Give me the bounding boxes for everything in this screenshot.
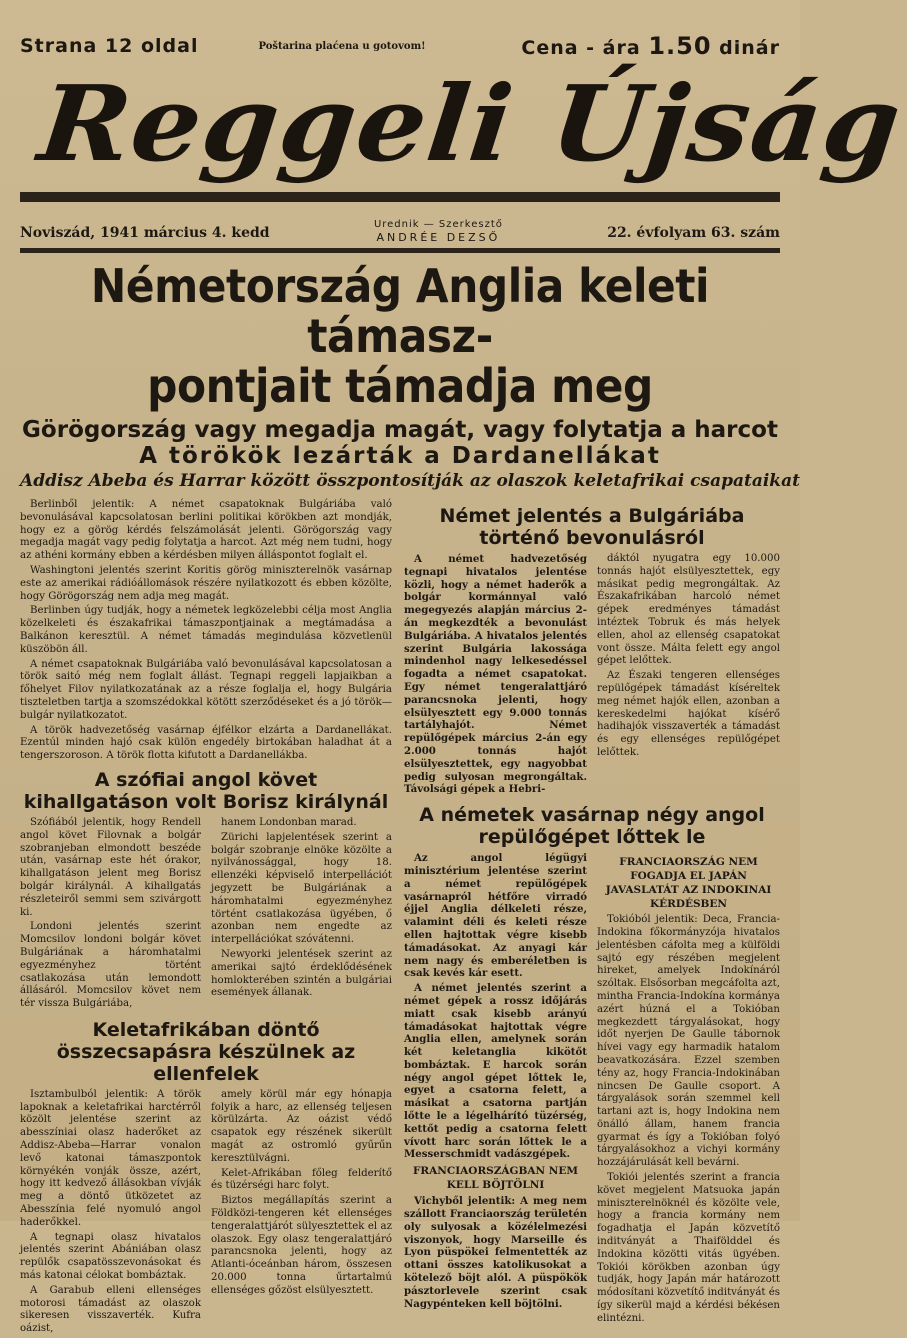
price-unit: dinár [719, 37, 780, 59]
article-paragraph: Washingtoni jelentés szerint Koritis görög miniszterelnök vasárnap este az amerikai rádióállomások részére nyilatkozott és ebben közölte, hogy Görögország nem adja meg magát. [20, 564, 392, 602]
planes-col-2 [597, 852, 780, 1328]
article-paragraph: Tokióból jelentik: Deca, Francia-Indokina főkormányzója hivatalos jelentésben cáfolta meg a külföldi sajtó egy részében megjelent hireket, amelyek Indokínáról szóltak. Elsősorban megcáfolta azt, mintha Francia-Indokína kormánya azért húzná el a Tokióban megkezdett tárgyalásokat, hogy időt nyerjen De Gaulle tábornok hívei vagy egy harmadik hatalom beavatkozására. Ezzel szemben tény az, hogy Francia-Indokinában nincsen De Gaulle csoport. A tárgyalások során szemmel kell tartani azt is, hogy Indokina nem önálló állam, hanem francia gyarmat és így a Tokióban folyó tárgyalásokhoz a vichyi kormány hozzájárulását kell bevárni. [597, 914, 780, 1169]
right-column [404, 499, 780, 1338]
main-headline [50, 261, 749, 411]
masthead [20, 62, 907, 194]
article-paragraph: A török hadvezetőség vasárnap éjfélkor elzárta a Dardanellákat. Ezentúl minden hajó csak külön engedély birtokában haladhat át a tengerszoroson. A török flotta kifutott a Dardanellákba. [20, 724, 392, 762]
german-report-col-2 [597, 553, 780, 798]
postage-note: Poštarina plaćena u gotovom! [258, 40, 426, 52]
editor-label: Urednik — Szerkesztő [373, 219, 503, 230]
sofia-col-2 [211, 817, 392, 1013]
planes-and-france-article [404, 852, 780, 1328]
german-report-col-1 [404, 553, 587, 798]
article-paragraph: Az Északi tengeren ellenséges repülőgépek támadást kíséreltek meg német hajók ellen, azonban a kereskedelmi hajókat kísérő hadihajók visszaverték a támadást és egy ellenséges repülőgépet lelőttek. [597, 670, 780, 758]
article-paragraph: hanem Londonban marad. [221, 816, 357, 828]
article-paragraph: dáktól nyugatra egy 10.000 tonnás hajót elsülyesztettek, egy másikat pedig megrongáltak. Az Északafrikában harcoló német gépek eredményes támadást intéztek Tobruk és más helyek ellen, ahol az ellenség csapatokat vont össze. Málta felett egy angol gépet lelőttek. [597, 553, 780, 667]
headline-line-1: Németország Anglia keleti támasz- [90, 259, 710, 363]
article-paragraph: A tegnapi olasz hivatalos jelentés szerint Abániában olasz repülők csapatösszevonásokat és más katonai célokat bombáztak. [20, 1231, 201, 1282]
info-line [20, 208, 780, 244]
article-paragraph: Berlinből jelentik: A német csapatoknak Bulgáriába való bevonulásával kapcsolatosan berlini politikai körökben azt mondják, hogy ez a görög kérdés felszámolását jelenti. Görögország vagy megadja magát vagy pedig folytatja a harcot. Azt még nem tudni, hogy az athéni kormány ebben a kérdésben milyen álláspontot foglalt el. [20, 499, 392, 562]
article-paragraph: Az angol légügyi minisztérium jelentése szerint a német repülőgépek vasárnapról hétfőre virradó éjjel Anglia délkeleti része, valamint déli és keleti része ellen hajtottak végre kisebb támadásokat. Az anyagi kár nem nagy és emberéletben is csak kevés kár esett. [404, 852, 587, 980]
planes-col-1 [404, 852, 587, 1328]
article-paragraph: A német jelentés szerint a német gépek a rossz időjárás miatt csak kisebb arányú támadásokat hajtottak végre Anglia ellen, amelynek során két keletanglia kikötőt bombáztak. E harcok során négy angol gépet lőttek le, egyet a csatorna felett, a másikat a csatorna partján lőtte le a légelhárító tüzérség, kettőt pedig a csatorna felett vívott harc során lőttek le a Messerschmidt vadászgépek. [404, 982, 587, 1161]
subheadline-2: A törökök lezárták a Dardanellákat [139, 443, 661, 469]
subhead-france-fasting: FRANCIAORSZÁGBAN NEM KELL BÖJTÖLNI [412, 1165, 579, 1192]
article-paragraph: Szófiából jelentik, hogy Rendell angol követ Filovnak a bolgár szobranjeban elmondott beszéde után, vasárnap este hét órakor, kihallgatáson jelent meg Borisz bolgár királynál. A kihallgatás részleteiről semmi sem szivárgott ki. [20, 816, 201, 918]
editor-block [374, 218, 503, 244]
subheadline-1: Görögország vagy megadja magát, vagy folytatja a harcot [22, 417, 778, 443]
east-africa-col-1 [20, 1089, 201, 1338]
article-columns [20, 499, 780, 1338]
article-paragraph: Isztambulból jelentik: A török lapoknak a keletafrikai harctérről közölt jelentése szerint az abesszíniai olasz haderőket az Addisz-Abeba—Harrar vonalon levő katonai támaszpontok környékén vonják össze, azért, hogy itt kedvező állásokban vívják meg a döntő ütközetet az Abesszínia felé nyomuló angol haderőkkel. [20, 1088, 201, 1228]
price-value: 1.50 [648, 32, 712, 60]
article-paragraph: A Garabub elleni ellenséges motorosi támadást az olaszok sikeresen visszaverték. Kufra oázist, [20, 1284, 201, 1335]
article-paragraph: A német hadvezetőség tegnapi hivatalos jelentése közli, hogy a német haderők a bolgár kormánnyal való megegyezés alapján március 2-án megkezdték a bevonulást Bulgáriába. A hivatalos jelentés szerint Bulgária lakossága mindenhol nagy lelkesedéssel fogadta a német csapatokat. Egy német tengeralattjáró parancsnoka jelenti, hogy elsülyesztett egy 9.000 tonnás tartályhajót. Német repülőgépek március 2-án egy 2.000 tonnás hajót elsülyesztettek, egy nagyobbat pedig sulyosan megrongáltak. Távolsági gépek a Hebri- [404, 553, 587, 796]
page-count: Strana 12 oldal [20, 35, 199, 57]
german-report-article [404, 553, 780, 798]
article-paragraph: Berlinben úgy tudják, hogy a németek legközelebbi célja most Anglia közelkeleti és északafrikai támaszpontjainak a megtámadása a Balkánon keresztül. A német támadás megindulása közvetlenül küszöbön áll. [20, 605, 392, 655]
article-paragraph: Biztos megállapítás szerint a Földközi-tengeren két ellenséges tengeralattjárót sülyesztettek el az olaszok. Egy olasz tengeralattjáró parancsnoka jelenti, hogy az Atlanti-óceánban három, összesen 20.000 tonna űrtartalmú ellenséges gőzöst elsülyesztett. [211, 1195, 392, 1296]
article-headline-sofia: A szófiai angol követ kihallgatáson volt Borisz királynál [23, 768, 389, 813]
issue-number: 22. évfolyam 63. szám [607, 225, 780, 241]
editor-name: ANDRÉE DEZSŐ [376, 231, 501, 244]
article-paragraph: Londoni jelentés szerint Momcsilov londoni bolgár követ Bulgáriának a háromhatalmi egyezményhez történt csatlakozása után lemondott állásáról. Momcsilov követ nem tér vissza Bulgáriába, [20, 921, 201, 1010]
article-paragraph: amely körül már egy hónapja folyik a harc, az ellenség teljesen körülzárta. Az oázist védő csapatok egy részének sikerült magát az ostromló gyűrűn keresztülvágni. [211, 1088, 392, 1164]
newspaper-title: Reggeli Újság [33, 62, 907, 185]
sofia-col-1 [20, 817, 201, 1013]
sofia-article [20, 817, 392, 1013]
top-line [20, 30, 780, 62]
subhead-france-japan: FRANCIAORSZÁG NEM FOGADJA EL JAPÁN JAVASLATÁT AZ INDOKINAI KÉRDÉSBEN [605, 856, 772, 911]
info-rule [20, 248, 780, 253]
left-column [20, 499, 392, 1338]
price-prefix: Cena - ára [521, 37, 641, 59]
subheadline-3: Addisz Abeba és Harrar között összpontosítják az olaszok keletafrikai csapataikat [20, 471, 800, 491]
article-paragraph: Newyorki jelentések szerint az amerikai sajtó érdeklődésének homlokterében szintén a bulgáriai események állanak. [211, 948, 392, 999]
east-africa-article [20, 1089, 392, 1338]
article-paragraph: Tokiói jelentés szerint a francia követ megjelent Matsuoka japán miniszterelnöknél és közölte vele, hogy a francia kormány nem fogadhatja el Japán közvetítő inditványát a Thaifölddel és Indokina közötti vitás ügyében. Tokiói körökben azonban úgy tudják, hogy Japán már határozott módosítani közvetítő inditványát és így sikerül majd a kérdési békésen elintézni. [597, 1172, 780, 1324]
article-paragraph: Kelet-Afrikában főleg felderítő és tüzérségi harc folyt. [211, 1167, 392, 1192]
issue-date: Noviszád, 1941 március 4. kedd [20, 225, 270, 241]
article-paragraph: A német csapatoknak Bulgáriába való bevonulásával kapcsolatosan a török saitó még nem foglalt állást. Tegnapi reggeli lapjaikban a főhelyet Filov nyilatkozatának az a része foglalja el, hogy Bulgária tiszteletben tartja a szomszédokkal kötött szerződéseket és a jó török—bulgár nyilatkozatot. [20, 658, 392, 721]
article-headline-planes: A németek vasárnap négy angol repülőgépet lőttek le [419, 804, 765, 849]
east-africa-col-2 [211, 1089, 392, 1338]
article-headline-german-report: Német jelentés a Bulgáriába történő bevonulásról [439, 505, 745, 549]
article-paragraph: Zürichi lapjelentések szerint a bolgár szobranje elnöke közölte a nyilvánossággal, hogy 18. ellenzéki képviselő interpellációt jegyzett be Bulgáriának a háromhatalmi egyezményhez történt csatlakozása ügyében, ő azonban nem engedte az interpellációkat szóvátenni. [211, 831, 392, 946]
article-headline-east-africa: Keletafrikában döntő összecsapásra készülnek az ellenfelek [56, 1018, 356, 1085]
headline-line-2: pontjait támadja meg [147, 359, 653, 413]
article-paragraph: Vichyből jelentik: A meg nem szállott Franciaország területén oly sulyosak a közélelmezési viszonyok, hogy Marseille és Lyon püspökei felmentették az ottani összes katolikusokat a kötelező böjt alól. A püspökök pásztorlevele szerint csak Nagypénteken kell böjtölni. [404, 1195, 587, 1310]
price [521, 32, 780, 60]
